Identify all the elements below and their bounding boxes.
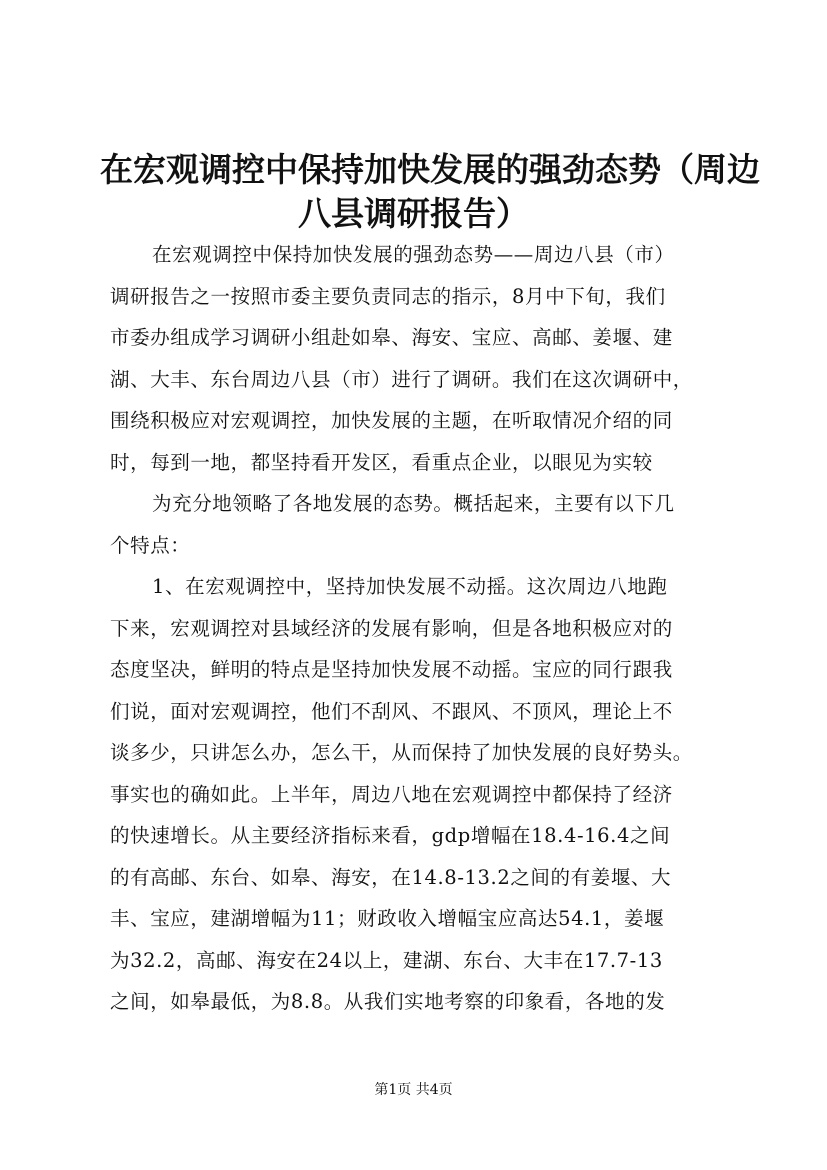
body-line: 围绕积极应对宏观调控，加快发展的主题，在听取情况介绍的同 [110,409,673,432]
body-line: 为32.2，高邮、海安在24以上，建湖、东台、大丰在17.7-13 [110,948,663,972]
body-line: 们说，面对宏观调控，他们不刮风、不跟风、不顶风，理论上不 [110,699,673,723]
body-line: 在宏观调控中保持加快发展的强劲态势——周边八县（市） [152,243,675,266]
document-title-line-1: 在宏观调控中保持加快发展的强劲态势（周边 [100,150,760,189]
body-line: 调研报告之一按照市委主要负责同志的指示，8月中下旬，我们 [110,284,666,308]
document-body [110,234,730,1023]
body-line: 的有高邮、东台、如皋、海安，在14.8-13.2之间的有姜堰、大 [110,865,672,889]
body-line: 下来，宏观调控对县域经济的发展有影响，但是各地积极应对的 [110,616,673,640]
body-line: 事实也的确如此。上半年，周边八地在宏观调控中都保持了经济 [110,782,673,806]
body-line: 为充分地领略了各地发展的态势。概括起来，主要有以下几 [152,492,675,515]
body-line: 湖、大丰、东台周边八县（市）进行了调研。我们在这次调研中， [110,367,693,391]
body-line: 个特点： [110,533,191,557]
document-title-line-2: 八县调研报告） [298,194,529,233]
page-footer: 第1页 共4页 [374,1082,453,1098]
body-line: 态度坚决，鲜明的特点是坚持加快发展不动摇。宝应的同行跟我 [110,658,673,681]
body-line: 丰、宝应，建湖增幅为11；财政收入增幅宝应高达54.1，姜堰 [110,907,665,930]
body-line: 1、在宏观调控中，坚持加快发展不动摇。这次周边八地跑 [152,575,668,598]
body-line: 之间，如皋最低，为8.8。从我们实地考察的印象看，各地的发 [110,990,666,1013]
body-line: 谈多少，只讲怎么办，怎么干，从而保持了加快发展的良好势头。 [110,741,693,764]
body-line: 的快速增长。从主要经济指标来看，gdp增幅在18.4-16.4之间 [110,824,671,847]
body-line: 市委办组成学习调研小组赴如皋、海安、宝应、高邮、姜堰、建 [110,326,673,349]
body-line: 时，每到一地，都坚持看开发区，看重点企业，以眼见为实较 [110,450,653,474]
